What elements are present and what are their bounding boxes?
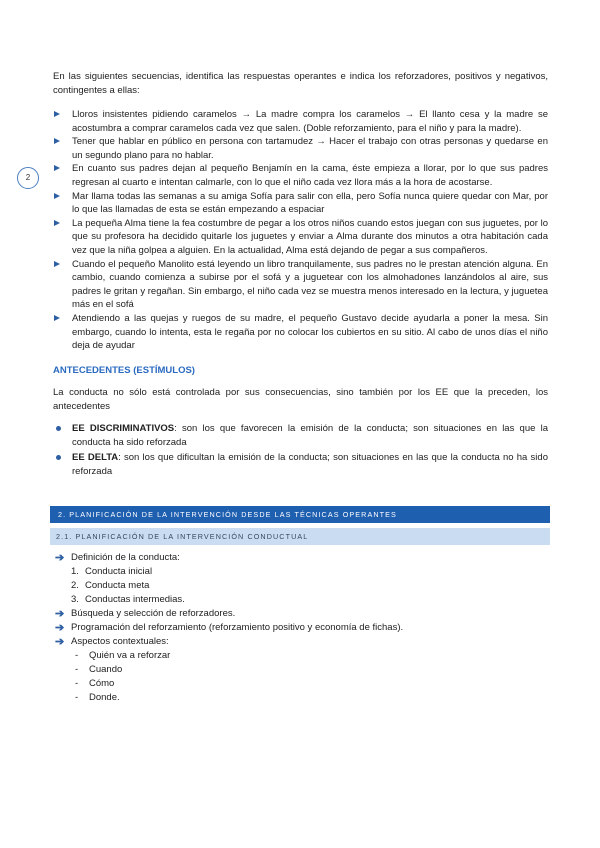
main-content — [53, 70, 548, 480]
antecedentes-list — [53, 422, 548, 479]
triangle-bullet-icon — [54, 138, 60, 144]
dot-bullet-icon — [56, 426, 61, 431]
triangle-bullet-icon — [54, 165, 60, 171]
sequence-list — [53, 108, 548, 353]
triangle-bullet-icon — [54, 220, 60, 226]
arrow-right-icon: ➔ — [55, 552, 65, 564]
antecedentes-paragraph: La conducta no sólo está controlada por sus consecuencias, sino también por los EE que la preceden, los antecedentes — [53, 386, 548, 412]
list-item: ➔ Aspectos contextuales: — [55, 636, 169, 648]
numbered-item: 1. Conducta inicial — [71, 566, 153, 577]
list-item: ➔ Programación del reforzamiento (reforzamiento positivo y economía de fichas). — [55, 622, 404, 634]
term: EE DISCRIMINATIVOS — [72, 422, 175, 434]
arrow-right-icon: ➔ — [55, 608, 65, 620]
arrow-right-icon: ➔ — [55, 636, 65, 648]
dashed-item: - Quién va a reforzar — [75, 650, 171, 661]
dot-bullet-icon — [56, 455, 61, 460]
numbered-item: 3. Conductas intermedias. — [71, 594, 185, 605]
sequence-item: Cuando el pequeño Manolito está leyendo un libro tranquilamente, sus padres no le prestan atención alguna. En cambio, cuando comienza a subirse por el sofá y a juguetear con los almohadones lanzándolos al aire, sus padres le gritan y regañan. Sin embargo, el niño cada vez se muestra menos interesado en la lectura, y juguetea más en el sofá — [53, 258, 548, 312]
subsection-heading-bar: 2.1. PLANIFICACIÓN DE LA INTERVENCIÓN CONDUCTUAL — [50, 528, 550, 545]
sequence-item: En cuanto sus padres dejan al pequeño Benjamín en la cama, éste empieza a llorar, por lo que sus padres regresan al cuarto e intentan calmarle, con lo que el niño cada vez llora más a la hora de acostarse. — [53, 162, 548, 189]
triangle-bullet-icon — [54, 261, 60, 267]
numbered-item: 2. Conducta meta — [71, 580, 150, 591]
triangle-bullet-icon — [54, 193, 60, 199]
intro-paragraph: En las siguientes secuencias, identifica las respuestas operantes e indica los reforzadores, positivos y negativos, contingentes a ellas: — [53, 71, 548, 96]
sequence-item: Tener que hablar en público en persona con tartamudez → Hacer el trabajo con otras personas y quedarse en un segundo plano para no hablar. — [53, 135, 548, 162]
arrow-right-icon: ➔ — [55, 622, 65, 634]
dashed-item: - Cuando — [75, 664, 123, 675]
term: EE DELTA — [72, 451, 119, 463]
triangle-bullet-icon — [54, 315, 60, 321]
triangle-bullet-icon — [54, 111, 60, 117]
sequence-item: Mar llama todas las semanas a su amiga Sofía para salir con ella, pero Sofía nunca quiere quedar con Mar, por lo que las llamadas de esta se están empezando a espaciar — [53, 190, 548, 217]
sequence-item: Lloros insistentes pidiendo caramelos → La madre compra los caramelos → El llanto cesa y la madre se acostumbra a comprar caramelos cada vez que salen. (Doble reforzamiento, para el niño y para la madre). — [53, 108, 548, 135]
list-item: ➔ Búsqueda y selección de reforzadores. — [55, 608, 236, 620]
sequence-item: Atendiendo a las quejas y ruegos de su madre, el pequeño Gustavo decide ayudarla a poner la mesa. Sin embargo, cuando lo intenta, esta le regaña por no colocar los cubiertos en su sitio. Al cabo de unos días el niño deja de ayudar — [53, 312, 548, 353]
dashed-item: - Cómo — [75, 678, 115, 689]
sequence-item: La pequeña Alma tiene la fea costumbre de pegar a los otros niños cuando estos juegan con sus juguetes, por lo que su profesora ha decidido quitarle los juguetes y enviar a Alma durante dos minutos a otra habitación cada vez que la niña golpea a alguien. En la actualidad, Alma está dejando de pegar a sus compañeros. — [53, 217, 548, 258]
page-number: 2 — [17, 167, 39, 189]
list-item: EE DELTA: son los que dificultan la emisión de la conducta; son situaciones en las que la conducta no ha sido reforzada — [53, 451, 548, 479]
plan-list — [55, 551, 545, 705]
dashed-item: - Donde. — [75, 692, 120, 703]
list-item: EE DISCRIMINATIVOS: son los que favorecen la emisión de la conducta; son situaciones en las que la conducta ha sido reforzada — [53, 422, 548, 450]
antecedentes-heading: ANTECEDENTES (ESTÍMULOS) — [53, 364, 195, 376]
list-item: ➔ Definición de la conducta: — [55, 552, 180, 564]
section-heading-bar: 2. PLANIFICACIÓN DE LA INTERVENCIÓN DESDE LAS TÉCNICAS OPERANTES — [50, 506, 550, 523]
